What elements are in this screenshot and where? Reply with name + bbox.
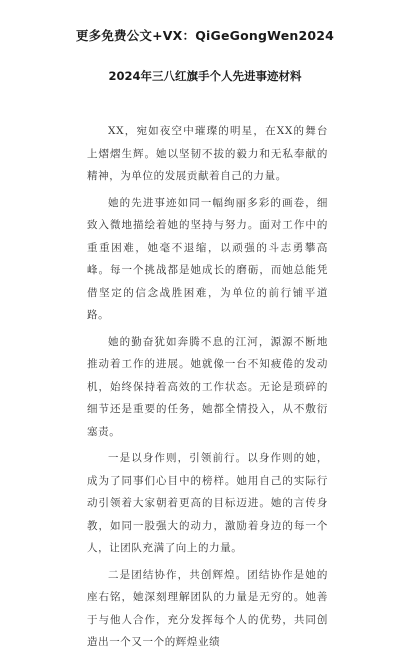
document-body [87,120,328,658]
paragraph-intro: XX，宛如夜空中璀璨的明星，在XX的舞台上熠熠生辉。她以坚韧不拔的毅力和无私奉献的精神，为单位的发展贡献着自己的力量。 [87,125,328,182]
paragraph-diligence: 她的勤奋犹如奔腾不息的江河，源源不断地推动着工作的进展。她就像一台不知疲倦的发动机，始终保持着高效的工作状态。无论是琐碎的细节还是重要的任务，她都全情投入，从不敷衍塞责。 [87,335,328,438]
paragraph-deeds: 她的先进事迹如同一幅绚丽多彩的画卷，细致入微地描绘着她的坚持与努力。面对工作中的重重困难，她毫不退缩，以顽强的斗志勇攀高峰。每一个挑战都是她成长的磨砺，而她总能凭借坚定的信念战胜困难，为单位的前行铺平道路。 [87,196,328,321]
paragraph-lead-by-example: 一是以身作则，引领前行。以身作则的她，成为了同事们心目中的榜样。她用自己的实际行动引领着大家朝着更高的目标迈进。她的言传身教，如同一股强大的动力，激励着身边的每一个人，让团队充满了向上的力量。 [87,452,328,554]
document-title: 2024年三八红旗手个人先进事迹材料 [108,69,302,83]
promo-watermark: 更多免费公文+VX：QiGeGongWen2024 [75,28,335,43]
paragraph-teamwork: 二是团结协作，共创辉煌。团结协作是她的座右铭，她深刻理解团队的力量是无穷的。她善于与他人合作，充分发挥每个人的优势，共同创造出一个又一个的辉煌业绩 [87,568,328,648]
